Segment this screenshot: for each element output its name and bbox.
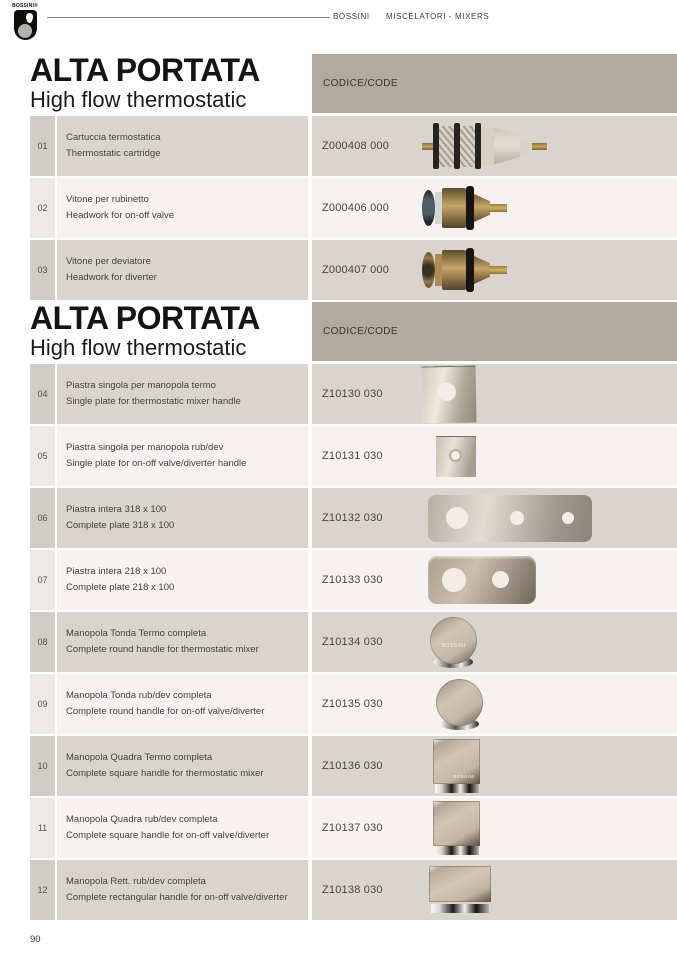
description-english: Single plate for thermostatic mixer handle [66, 396, 241, 407]
row-number: 12 [30, 860, 55, 920]
product-code: Z000406 000 [322, 202, 390, 214]
row-number: 02 [30, 178, 55, 238]
row-number: 10 [30, 736, 55, 796]
row-code-cell [312, 612, 677, 672]
description-english: Complete round handle for on-off valve/diverter [66, 706, 265, 717]
code-header-label: CODICE/CODE [323, 326, 398, 337]
row-description [57, 364, 308, 424]
row-description [57, 798, 308, 858]
row-code-cell [312, 116, 677, 176]
product-code: Z10130 030 [322, 388, 383, 400]
water-drop-icon [26, 13, 33, 23]
title-italian: ALTA PORTATA [30, 300, 260, 336]
product-code: Z10136 030 [322, 760, 383, 772]
logo-circle [18, 24, 32, 38]
description-english: Complete square handle for on-off valve/diverter [66, 830, 270, 841]
description-english: Complete square handle for thermostatic mixer [66, 768, 264, 779]
page-header [0, 0, 677, 54]
header-category: MISCELATORI - MIXERS [386, 12, 490, 21]
table-row [30, 488, 677, 548]
description-italian: Manopola Tonda Termo completa [66, 628, 207, 640]
product-photo-headwork-on-off-valve [422, 186, 507, 230]
product-photo-round-handle [436, 679, 484, 730]
bossini-logo [7, 4, 43, 40]
description-italian: Manopola Tonda rub/dev completa [66, 690, 212, 702]
row-number: 06 [30, 488, 55, 548]
description-english: Complete round handle for thermostatic mixer [66, 644, 259, 655]
table-row [30, 240, 677, 300]
table-row [30, 736, 677, 796]
table-row [30, 612, 677, 672]
product-code: Z10138 030 [322, 884, 383, 896]
row-code-cell [312, 736, 677, 796]
product-code: Z10137 030 [322, 822, 383, 834]
section-title-block [30, 302, 677, 361]
description-english: Complete plate 318 x 100 [66, 520, 175, 531]
description-english: Complete rectangular handle for on-off valve/diverter [66, 892, 288, 903]
row-number: 11 [30, 798, 55, 858]
product-code: Z10133 030 [322, 574, 383, 586]
section-title [30, 302, 308, 361]
description-italian: Piastra intera 218 x 100 [66, 566, 167, 578]
bossini-shield-icon [14, 10, 37, 40]
title-english: High flow thermostatic [30, 86, 247, 112]
product-photo-headwork-diverter [422, 248, 507, 292]
product-code: Z000408 000 [322, 140, 390, 152]
product-code: Z10131 030 [322, 450, 383, 462]
product-photo-single-plate-large [422, 366, 476, 423]
handle-engraving: BOSSINI [453, 773, 475, 779]
code-header-label: CODICE/CODE [323, 78, 398, 89]
row-description [57, 736, 308, 796]
description-italian: Cartuccia termostatica [66, 132, 161, 144]
row-description [57, 674, 308, 734]
product-code: Z10135 030 [322, 698, 383, 710]
row-description [57, 116, 308, 176]
product-code: Z000407 000 [322, 264, 390, 276]
section-title [30, 54, 308, 113]
title-english: High flow thermostatic [30, 334, 247, 360]
product-code: Z10132 030 [322, 512, 383, 524]
header-rule [47, 17, 330, 18]
table-row [30, 364, 677, 424]
product-code: Z10134 030 [322, 636, 383, 648]
row-description [57, 426, 308, 486]
row-code-cell [312, 364, 677, 424]
row-code-cell [312, 860, 677, 920]
row-number: 03 [30, 240, 55, 300]
row-number: 04 [30, 364, 55, 424]
row-description [57, 178, 308, 238]
description-english: Single plate for on-off valve/diverter handle [66, 458, 247, 469]
row-code-cell [312, 240, 677, 300]
table-row [30, 426, 677, 486]
row-code-cell [312, 426, 677, 486]
row-code-cell [312, 798, 677, 858]
row-number: 08 [30, 612, 55, 672]
row-number: 05 [30, 426, 55, 486]
row-number: 09 [30, 674, 55, 734]
handle-engraving: BOSSINI [441, 642, 466, 649]
description-italian: Manopola Quadra rub/dev completa [66, 814, 218, 826]
table-row [30, 550, 677, 610]
table-row [30, 674, 677, 734]
page-number: 90 [30, 934, 41, 945]
description-italian: Vitone per rubinetto [66, 194, 149, 206]
table-row [30, 178, 677, 238]
product-photo-thermostatic-cartridge [422, 123, 547, 169]
row-description [57, 240, 308, 300]
row-code-cell [312, 178, 677, 238]
description-english: Complete plate 218 x 100 [66, 582, 175, 593]
row-description [57, 612, 308, 672]
description-english: Thermostatic cartridge [66, 148, 161, 159]
description-italian: Piastra singola per manopola termo [66, 380, 216, 392]
description-italian: Piastra intera 318 x 100 [66, 504, 167, 516]
row-description [57, 550, 308, 610]
row-description [57, 488, 308, 548]
row-code-cell [312, 674, 677, 734]
section-title-block [30, 54, 677, 113]
title-italian: ALTA PORTATA [30, 52, 260, 88]
row-number: 01 [30, 116, 55, 176]
code-column-header [312, 54, 677, 113]
product-photo-square-handle [432, 801, 482, 856]
description-italian: Manopola Quadra Termo completa [66, 752, 213, 764]
row-number: 07 [30, 550, 55, 610]
product-photo-complete-plate-3-holes [428, 495, 592, 542]
table-row [30, 798, 677, 858]
row-code-cell [312, 488, 677, 548]
product-photo-round-handle-branded [430, 617, 478, 668]
product-photo-complete-plate-2-holes [428, 556, 536, 604]
row-code-cell [312, 550, 677, 610]
product-photo-single-plate-small [436, 436, 476, 477]
header-brand: BOSSINI [333, 12, 370, 21]
description-english: Headwork for on-off valve [66, 210, 175, 221]
description-italian: Vitone per deviatore [66, 256, 151, 268]
product-photo-square-handle-branded [432, 739, 482, 794]
row-description [57, 860, 308, 920]
description-italian: Piastra singola per manopola rub/dev [66, 442, 224, 454]
product-photo-rectangular-handle [428, 866, 494, 914]
code-column-header [312, 302, 677, 361]
table-row [30, 860, 677, 920]
description-italian: Manopola Rett. rub/dev completa [66, 876, 206, 888]
logo-wordmark: BOSSINI® [12, 3, 38, 9]
description-english: Headwork for diverter [66, 272, 157, 283]
table-row [30, 116, 677, 176]
